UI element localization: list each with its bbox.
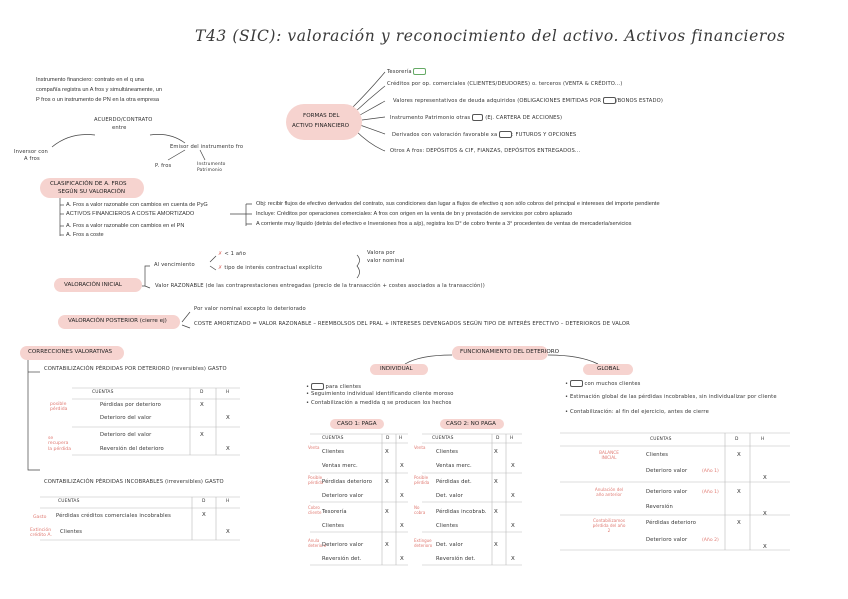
initial-option: ✗ tipo de interés contractual explícito bbox=[218, 265, 323, 271]
issuer-liability: P. fros bbox=[155, 163, 172, 169]
global-row-debit: X bbox=[737, 520, 741, 526]
case-row-account: Clientes bbox=[322, 449, 345, 455]
global-row-debit: X bbox=[737, 489, 741, 495]
global-row-side: Anulación del año anterior bbox=[594, 487, 624, 497]
table1-row: Pérdidas por deterioro bbox=[100, 402, 161, 408]
individual-bullet: • Seguimiento individual identificando cliente moroso bbox=[306, 391, 454, 397]
case-row-account: Ventas merc. bbox=[436, 463, 472, 469]
case-row-account: Clientes bbox=[436, 523, 459, 529]
case1-header: CUENTAS bbox=[322, 436, 344, 441]
table1-credit: X bbox=[226, 415, 230, 421]
global-bullet: • Estimación global de las pérdidas incobrables, sin individualizar por cliente bbox=[565, 394, 777, 400]
global-row-account: Deterioro valor bbox=[646, 489, 688, 495]
table2-header: CUENTAS bbox=[58, 499, 80, 504]
case-row-credit: X bbox=[400, 523, 404, 529]
global-row-account: Reversión bbox=[646, 504, 673, 510]
definition-line: Instrumento financiero: contrato en el q una bbox=[36, 77, 144, 83]
issuer-label: Emisor del instrumento fro bbox=[170, 144, 244, 150]
issuer-equity: Instrumento bbox=[197, 162, 226, 167]
classification-heading-2: SEGÚN SU VALORACIÓN bbox=[58, 189, 126, 195]
global-row-tag: (Año 2) bbox=[702, 538, 719, 543]
case-row-debit: X bbox=[385, 479, 389, 485]
company-icon bbox=[499, 131, 512, 138]
classification-note: Incluye: Créditos por operaciones comerciales: A fros con origen en la venta de bn y prestación de servicios por cobro aplazado bbox=[256, 211, 573, 217]
company-icon bbox=[570, 380, 583, 387]
case-row-account: Det. valor bbox=[436, 542, 464, 548]
forms-title-2: ACTIVO FINANCIERO bbox=[292, 123, 350, 129]
table1-header: CUENTAS bbox=[92, 390, 114, 395]
global-row-account: Deterioro valor bbox=[646, 468, 688, 474]
initial-label: VALORACIÓN INICIAL bbox=[64, 282, 122, 288]
case2-header: D bbox=[496, 436, 500, 441]
classification-item: ACTIVOS FINANCIEROS A COSTE AMORTIZADO bbox=[66, 211, 195, 217]
later-label: VALORACIÓN POSTERIOR (cierre ej) bbox=[68, 318, 167, 324]
investor-label: Inversor con bbox=[14, 149, 48, 155]
case2-label: CASO 2: NO PAGA bbox=[446, 421, 496, 427]
case-row-debit: X bbox=[385, 542, 389, 548]
form-item: Otros A fros: DEPÓSITOS & CIF, FIANZAS, DEPÓSITOS ENTREGADOS... bbox=[390, 148, 581, 154]
page-title: T43 (SIC): valoración y reconocimiento del activo. Activos financieros bbox=[195, 27, 786, 45]
table1-row: Deterioro del valor bbox=[100, 432, 152, 438]
table2-title: CONTABILIZACIÓN PÉRDIDAS INCOBRABLES (irreversibles) GASTO bbox=[44, 479, 224, 485]
global-row-credit: X bbox=[763, 511, 767, 517]
company-icon bbox=[472, 114, 483, 121]
initial-fair-value: Valor RAZONABLE (de las contraprestaciones entregadas (precio de la transacción + costes asociados a la transacción)) bbox=[155, 283, 485, 289]
case-row-account: Clientes bbox=[436, 449, 459, 455]
table1-credit: X bbox=[226, 446, 230, 452]
global-row-account: Pérdidas deterioro bbox=[646, 520, 697, 526]
table2-side: Extinción crédito A. bbox=[30, 528, 52, 539]
case-row-credit: X bbox=[400, 463, 404, 469]
table1-row: Reversión del deterioro bbox=[100, 446, 164, 452]
table1-header: D bbox=[200, 390, 204, 395]
case2-header: CUENTAS bbox=[432, 436, 454, 441]
case-row-credit: X bbox=[511, 556, 515, 562]
case-row-side: Venta bbox=[414, 445, 426, 450]
table1-debit: X bbox=[200, 402, 204, 408]
global-bullet: • con muchos clientes bbox=[565, 381, 641, 387]
initial-brace-2: valor nominal bbox=[367, 258, 405, 264]
company-icon bbox=[311, 383, 324, 390]
case1-header: H bbox=[399, 436, 403, 441]
table2-row: Pérdidas créditos comerciales incobrables bbox=[56, 513, 171, 519]
initial-option: ✗ < 1 año bbox=[218, 251, 246, 257]
global-header: D bbox=[735, 437, 739, 442]
global-row-side: Contabilizamos pérdida del año 2 bbox=[592, 518, 626, 533]
table2-header: H bbox=[226, 499, 230, 504]
case-row-debit: X bbox=[494, 542, 498, 548]
initial-maturity: Al vencimiento bbox=[154, 262, 195, 268]
case-row-account: Pérdidas incobrab. bbox=[436, 509, 487, 515]
individual-bullet: • Contabilización a medida q se producen los hechos bbox=[306, 400, 452, 406]
case-row-debit: X bbox=[494, 449, 498, 455]
case-row-account: Tesorería bbox=[322, 509, 347, 515]
global-row-account: Deterioro valor bbox=[646, 537, 688, 543]
form-item: Instrumento Patrimonio otras (Ej. CARTERA DE ACCIONES) bbox=[390, 115, 563, 121]
case-row-account: Reversión det. bbox=[436, 556, 476, 562]
case-row-credit: X bbox=[400, 493, 404, 499]
corrections-label: CORRECCIONES VALORATIVAS bbox=[28, 349, 113, 355]
table2-side: Gasto bbox=[33, 515, 47, 520]
global-header: H bbox=[761, 437, 765, 442]
global-row-side: BALANCE INICIAL bbox=[599, 450, 619, 460]
case-row-side: Posible pérdida bbox=[308, 475, 324, 485]
individual-bullet: • para clientes bbox=[306, 384, 362, 390]
case-row-debit: X bbox=[385, 449, 389, 455]
agreement-label: ACUERDO/CONTRATO bbox=[94, 117, 153, 123]
case-row-debit: X bbox=[494, 509, 498, 515]
individual-label: INDIVIDUAL bbox=[380, 366, 413, 372]
global-header: CUENTAS bbox=[650, 437, 672, 442]
global-row-account: Clientes bbox=[646, 452, 669, 458]
case-row-account: Deterioro valor bbox=[322, 542, 364, 548]
case-row-account: Det. valor bbox=[436, 493, 464, 499]
case1-header: D bbox=[386, 436, 390, 441]
case-row-side: Cobro cliente bbox=[308, 505, 322, 515]
classification-item: A. Fros a coste bbox=[66, 232, 104, 238]
table2-debit: X bbox=[202, 512, 206, 518]
table2-header: D bbox=[202, 499, 206, 504]
classification-note: A corriente muy líquido (detrás del efectivo e Inversiones fros a a/p), registra los D° de cobro frente a 3° procedentes de ventas de mercadería/servicios bbox=[256, 221, 632, 227]
case-row-account: Pérdidas det. bbox=[436, 479, 472, 485]
table2-row: Clientes bbox=[60, 529, 83, 535]
global-row-tag: (Año 1) bbox=[702, 469, 719, 474]
global-label: GLOBAL bbox=[597, 366, 620, 372]
case-row-side: Posible pérdida bbox=[414, 475, 430, 485]
investor-sub: A fros bbox=[24, 156, 40, 162]
case-row-side: No cobra bbox=[414, 505, 426, 515]
forms-bubble bbox=[286, 104, 362, 140]
case-row-credit: X bbox=[400, 556, 404, 562]
form-item: Valores representativos de deuda adquiridos (OBLIGACIONES EMITIDAS POR /BONOS ESTADO) bbox=[393, 98, 664, 104]
table1-title: CONTABILIZACIÓN PÉRDIDAS POR DETERIORO (reversibles) GASTO bbox=[44, 366, 227, 372]
issuer-equity-2: Patrimonio bbox=[197, 168, 223, 173]
case-row-debit: X bbox=[494, 479, 498, 485]
case1-label: CASO 1: PAGA bbox=[337, 421, 377, 427]
classification-item: A. Fros a valor razonable con cambios en cuenta de PyG bbox=[66, 202, 208, 208]
classification-heading: CLASIFICACIÓN DE A. FROS bbox=[50, 181, 127, 187]
impairment-label: FUNCIONAMIENTO DEL DETERIORO bbox=[460, 349, 560, 355]
classification-item: A. Fros a valor razonable con cambios en el PN bbox=[66, 223, 185, 229]
cash-icon bbox=[413, 68, 426, 75]
later-line: COSTE AMORTIZADO = VALOR RAZONABLE – REEMBOLSOS DEL PRAL + INTERESES DEVENGADOS SEGÚN TIPO DE INTERÉS EFECTIVO – DETERIOROS DE VALOR bbox=[194, 321, 630, 327]
case-row-account: Deterioro valor bbox=[322, 493, 364, 499]
table1-side: posible pérdida bbox=[50, 402, 68, 413]
global-row-debit: X bbox=[737, 452, 741, 458]
initial-brace: Valora por bbox=[367, 250, 395, 256]
definition-line: compañía registra un A fros y simultáneamente, un bbox=[36, 87, 162, 93]
table1-header: H bbox=[226, 390, 230, 395]
case-row-account: Clientes bbox=[322, 523, 345, 529]
case-row-credit: X bbox=[511, 463, 515, 469]
case-row-account: Ventas merc. bbox=[322, 463, 358, 469]
table2-credit: X bbox=[226, 529, 230, 535]
global-row-credit: X bbox=[763, 544, 767, 550]
table1-side: se recupera la pérdida bbox=[48, 436, 72, 452]
global-row-tag: (Año 1) bbox=[702, 490, 719, 495]
case-row-debit: X bbox=[385, 509, 389, 515]
definition-line: P fros o un instrumento de PN en la otra empresa bbox=[36, 97, 160, 103]
case-row-credit: X bbox=[511, 523, 515, 529]
form-item: Derivados con valoración favorable xa : FUTUROS Y OPCIONES bbox=[392, 132, 577, 138]
case-row-side: Anula deterioro bbox=[308, 538, 327, 548]
classification-note: Obj: recibir flujos de efectivo derivados del contrato, sus condiciones dan lugar a flujos de efectivo q son sólo cobros del principal e intereses del importe pendiente bbox=[256, 201, 660, 207]
case2-header: H bbox=[510, 436, 514, 441]
case-row-account: Pérdidas deterioro bbox=[322, 479, 373, 485]
case-row-side: Venta bbox=[308, 445, 320, 450]
case-row-credit: X bbox=[511, 493, 515, 499]
global-bullet: • Contabilización: al fin del ejercicio, antes de cierre bbox=[565, 409, 709, 415]
later-line: Por valor nominal excepto lo deteriorado bbox=[194, 306, 306, 312]
forms-title: FORMAS DEL bbox=[303, 113, 340, 119]
table1-debit: X bbox=[200, 432, 204, 438]
form-item: Tesorería bbox=[387, 68, 426, 76]
global-row-credit: X bbox=[763, 475, 767, 481]
case-row-side: Extingue deterioro bbox=[414, 538, 433, 548]
table1-row: Deterioro del valor bbox=[100, 415, 152, 421]
agreement-between: entre bbox=[112, 125, 127, 131]
company-icon bbox=[603, 97, 616, 104]
form-item: Créditos por op. comerciales (CLIENTES/DEUDORES) o. terceros (VENTA & CRÉDITO...) bbox=[387, 81, 623, 87]
case-row-account: Reversión det. bbox=[322, 556, 362, 562]
